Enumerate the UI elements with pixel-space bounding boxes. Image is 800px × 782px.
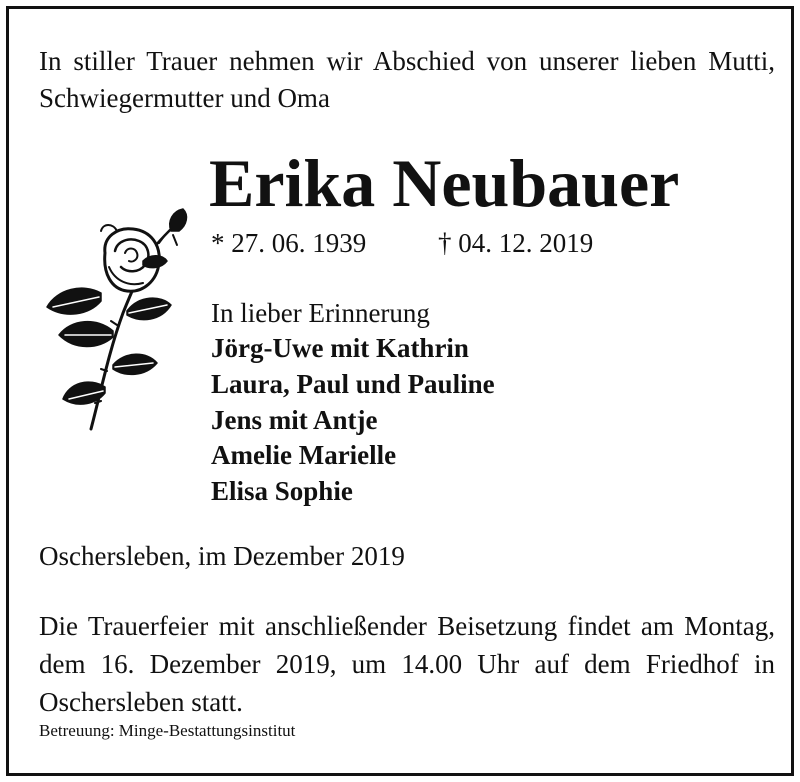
funeral-notice: Die Trauerfeier mit anschließender Beisetzung findet am Montag, dem 16. Dezember 2019, um 14.00 Uhr auf dem Friedhof in Oschersleben statt. xyxy=(39,611,775,717)
birth-date: * 27. 06. 1939 xyxy=(211,228,367,258)
rose-icon xyxy=(43,201,199,433)
mourners-list xyxy=(211,331,495,510)
place-date: Oschersleben, im Dezember 2019 xyxy=(39,541,405,571)
remembrance-line: In lieber Erinnerung xyxy=(211,298,430,328)
deceased-name: Erika Neubauer xyxy=(209,145,680,221)
list-item: Elisa Sophie xyxy=(211,476,353,507)
funeral-home-credit: Betreuung: Minge-Bestattungsinstitut xyxy=(39,721,296,740)
list-item: Jens mit Antje xyxy=(211,404,378,435)
list-item: Jörg-Uwe mit Kathrin xyxy=(211,333,469,363)
intro-text: In stiller Trauer nehmen wir Abschied von unserer lieben Mutti, Schwiegermutter und Oma xyxy=(39,46,775,113)
death-date: † 04. 12. 2019 xyxy=(438,228,594,258)
obituary-frame xyxy=(6,6,794,776)
list-item: Amelie Marielle xyxy=(211,440,397,471)
list-item: Laura, Paul und Pauline xyxy=(211,368,495,399)
